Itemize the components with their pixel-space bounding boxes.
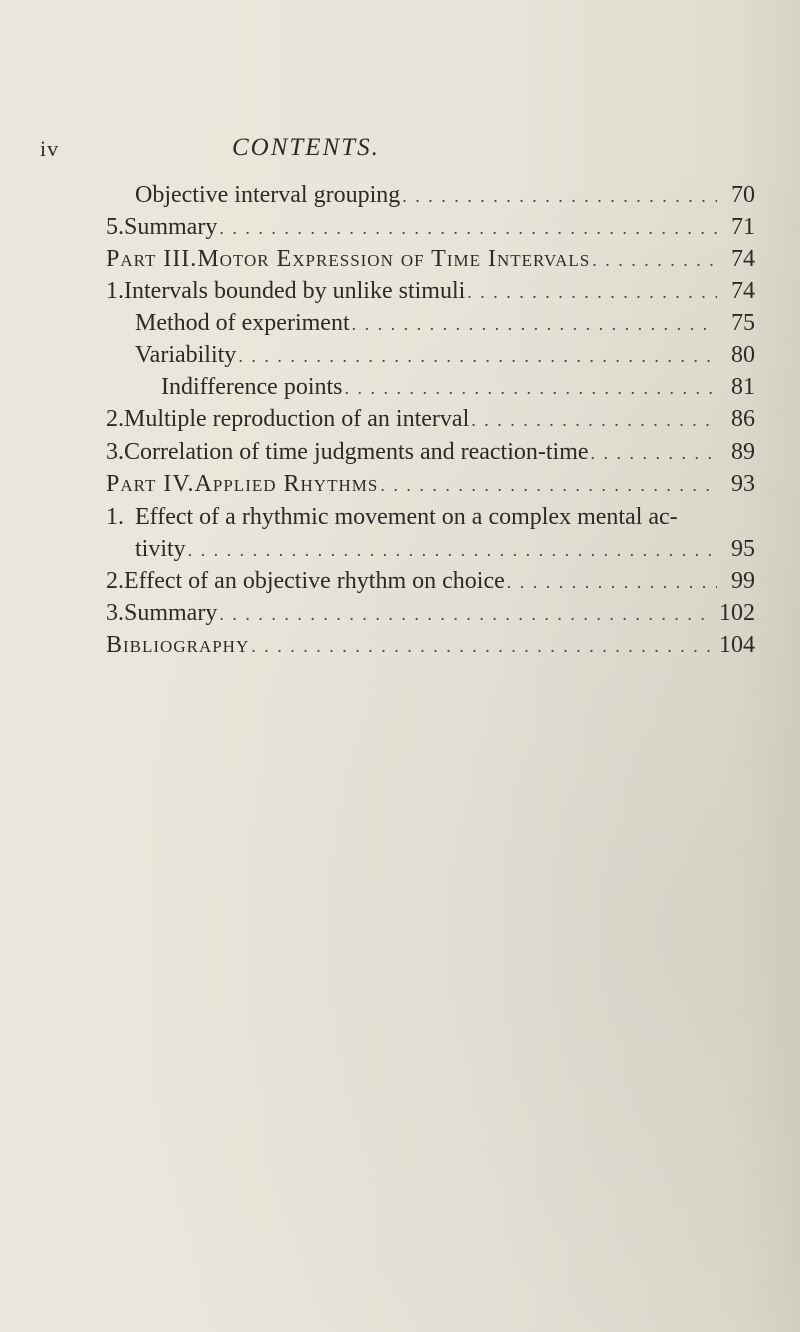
toc-entry-page: 81 (731, 374, 755, 400)
dot-leader (219, 604, 711, 625)
toc-entry-title: Correlation of time judgments and reaction-time (124, 439, 589, 465)
toc-entry-number: 5. (106, 214, 124, 240)
dot-leader (471, 410, 717, 431)
toc-entry (106, 600, 755, 630)
toc-entry-page: 74 (731, 278, 755, 304)
toc-entry (135, 536, 755, 566)
toc-entry (106, 214, 755, 244)
toc-entry-title: tivity (135, 536, 186, 562)
dot-leader (352, 314, 717, 335)
toc-entry-title: Effect of a rhythmic movement on a complex mental ac- (135, 504, 678, 530)
toc-entry-page: 95 (731, 536, 755, 562)
toc-entry-title: Summary (124, 214, 218, 240)
toc-entry (106, 278, 755, 308)
toc-entry-page: 102 (719, 600, 755, 626)
toc-entry-title: Motor Expression of Time Intervals (197, 246, 591, 272)
toc-entry-page: 104 (719, 632, 755, 658)
dot-leader (219, 218, 717, 239)
toc-entry-title: Method of experiment (135, 310, 350, 336)
toc-entry-title: Variability (135, 342, 237, 368)
toc-entry-title: Objective interval grouping (135, 182, 401, 208)
toc-entry-page: 99 (731, 568, 755, 594)
dot-leader (467, 282, 717, 303)
dot-leader (507, 572, 717, 593)
toc-entry-number: 1. (106, 278, 124, 304)
dot-leader (591, 443, 717, 464)
page-number: iv (40, 136, 60, 161)
toc-entry-number: 3. (106, 600, 124, 626)
toc-entry-title: Multiple reproduction of an interval (124, 406, 470, 432)
toc-entry-page: 74 (731, 246, 755, 272)
toc-part-number: Part III. (106, 246, 198, 272)
toc-entry-title: Indifference points (161, 374, 343, 400)
toc-entry-page: 86 (731, 406, 755, 432)
toc-entry (106, 504, 755, 534)
toc-entry (135, 342, 755, 372)
toc-entry-number: 3. (106, 439, 124, 465)
running-head: CONTENTS. (232, 134, 380, 161)
toc-entry-title: Intervals bounded by unlike stimuli (124, 278, 466, 304)
toc-entry-title: Summary (124, 600, 218, 626)
dot-leader (188, 540, 717, 561)
toc-part-heading (106, 471, 755, 501)
toc-entry-page: 80 (731, 342, 755, 368)
toc-entry-title: Bibliography (106, 632, 250, 658)
toc-part-heading (106, 246, 755, 276)
dot-leader (592, 250, 717, 271)
toc-entry-page: 93 (731, 471, 755, 497)
toc-entry (106, 439, 755, 469)
toc-entry (106, 568, 755, 598)
toc-entry (135, 310, 755, 340)
toc-entry-page: 89 (731, 439, 755, 465)
toc-entry-title: Applied Rhythms (194, 471, 379, 497)
toc-entry-number: 2. (106, 406, 124, 432)
dot-leader (251, 636, 711, 657)
toc-part-number: Part IV. (106, 471, 195, 497)
dot-leader (402, 186, 717, 207)
dot-leader (238, 346, 717, 367)
toc-entry (106, 632, 755, 662)
toc-entry-page: 70 (731, 182, 755, 208)
toc-entry-page: 75 (731, 310, 755, 336)
toc-entry-number: 1. (106, 504, 124, 530)
dot-leader (345, 378, 718, 399)
toc-entry (106, 406, 755, 436)
toc-entry-number: 2. (106, 568, 124, 594)
toc-entry-title: Effect of an objective rhythm on choice (124, 568, 505, 594)
dot-leader (380, 475, 717, 496)
toc-entry (161, 374, 755, 404)
toc-entry-page: 71 (731, 214, 755, 240)
toc-entry (135, 182, 755, 212)
